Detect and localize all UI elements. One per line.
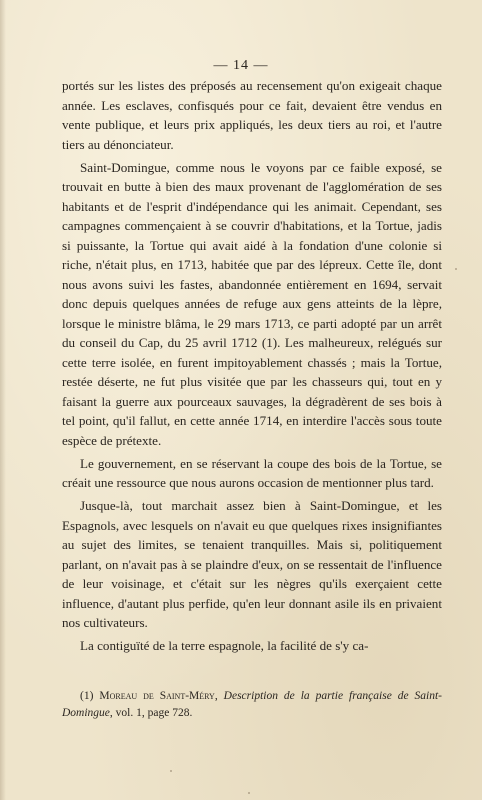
paragraph-continuation: portés sur les listes des préposés au recensement qu'on exigeait chaque année. Les esclaves, confisqués pour ce fait, devaient être vendus en vente publique, et leurs prix appliqués, les deux tiers au roi, et l'autre tiers au dénonciateur. xyxy=(62,78,442,152)
paper-speck xyxy=(170,770,172,772)
paragraph-saint-domingue: Saint-Domingue, comme nous le voyons par ce faible exposé, se trouvait en butte à bien des maux provenant de l'agglomération de ses habitants et de l'esprit d'indépendance qui les animait. Cependant, ses campagnes commençaient à se couvrir d'habitations, et la Tortue, jadis si puissante, la Tortue qui avait aidé à la fondation d'une colonie si riche, n'était plus, en 1713, habitée que par des lépreux. Cette île, dont nous avons suivi les fastes, abandonnée entièrement en 1694, servait donc depuis quelques années de refuge aux gens atteints de la lèpre, lorsque le ministre blâma, le 29 mars 1713, ce parti adopté par un arrêt du conseil du Cap, du 25 avril 1712 (1). Les malheureux, relégués sur cette terre isolée, en furent impitoyablement chassés ; mais la Tortue, restée déserte, ne fut plus visitée que par les chasseurs qui, tout en y faisant la guerre aux pourceaux sauvages, la dégradèrent de ses bois à tel point, qu'il fallut, en cette année 1714, en interdire l'accès sous toute espèce de prétexte. xyxy=(62,159,442,448)
paragraph-contiguite: La contiguïté de la terre espagnole, la facilité de s'y ca- xyxy=(80,638,369,653)
page-number: — 14 — xyxy=(213,58,269,73)
paper-speck xyxy=(248,792,250,794)
footnote-text: (1) Moreau de Saint-Méry, Description de la partie française de Saint-Domingue, vol. 1, page 728. xyxy=(62,690,443,719)
paragraph-gouvernement: Le gouvernement, en se réservant la coupe des bois de la Tortue, se créait une ressource que nous aurons occasion de mentionner plus tard. xyxy=(62,455,442,490)
page-body xyxy=(62,76,442,659)
footnote-author: Moreau de Saint-Méry xyxy=(99,690,215,702)
footnote-title-part2: Saint-Domingue xyxy=(62,690,443,719)
paragraph-jusque-la: Jusque-là, tout marchait assez bien à Saint-Domingue, et les Espagnols, avec lesquels on n'avait eu que quelques rixes insignifiantes au sujet des limites, se tenaient tranquilles. Mais si, politiquement parlant, on n'avait pas à se plaindre d'eux, on se ressentait de l'influence de leur voisinage, et c'était sur les nègres qu'ils exerçaient cette influence, d'autant plus perfide, qu'en leur donnant asile ils en privaient nos cultivateurs. xyxy=(62,498,442,630)
footnote-title-part1: Description de la partie française de xyxy=(223,690,409,702)
footnote-marker: (1) xyxy=(80,690,94,702)
footnote-rest: , vol. 1, page 728. xyxy=(109,707,193,719)
paper-speck xyxy=(455,268,457,270)
footnote xyxy=(62,688,442,722)
